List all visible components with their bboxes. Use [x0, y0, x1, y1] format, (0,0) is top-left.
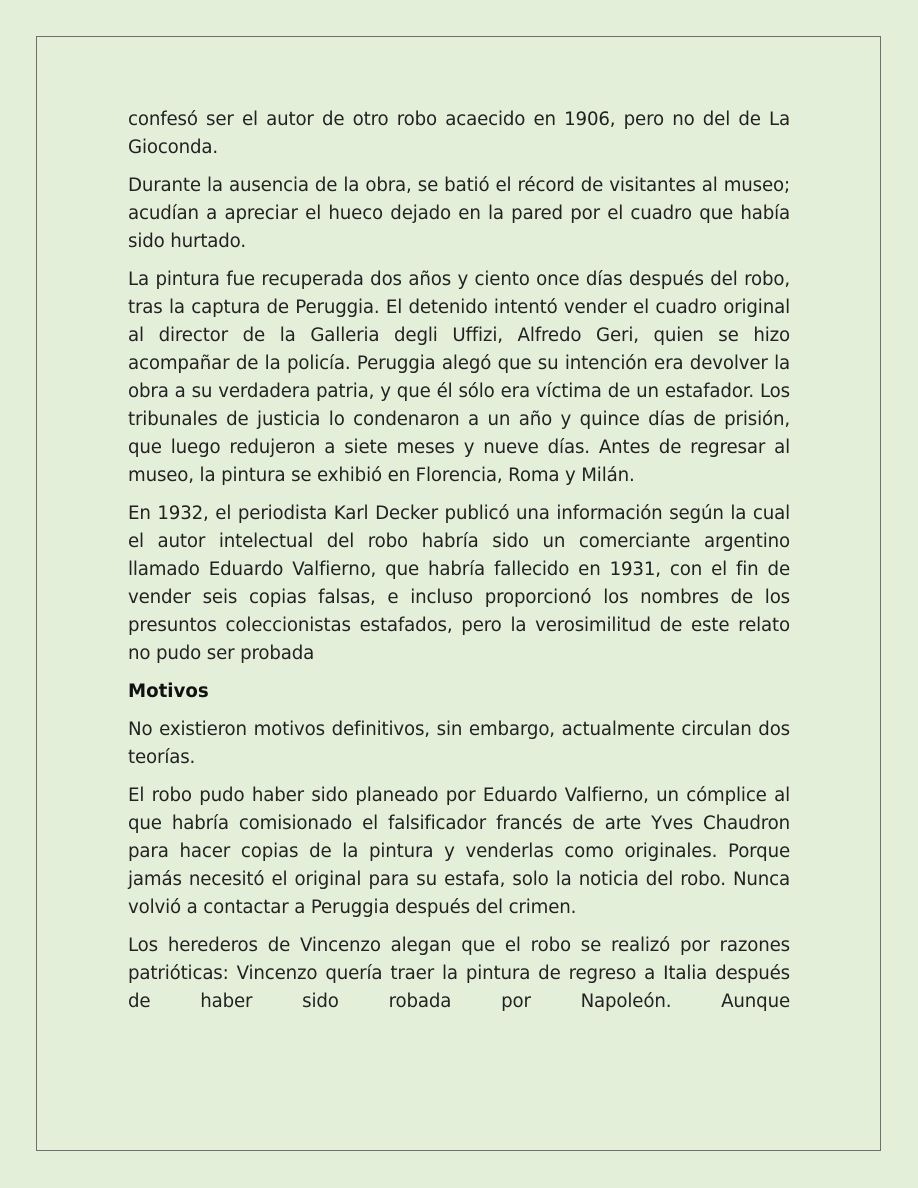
paragraph-valfierno: El robo pudo haber sido planeado por Eduardo Valfierno, un cómplice al que habría comisionado el falsificador francés de arte Yves Chaudron para hacer copias de la pintura y venderlas como originales. Porque jamás necesitó el original para su estafa, solo la noticia del robo. Nunca volvió a contactar a Peruggia después del crimen. — [128, 785, 790, 918]
section-heading-motivos: Motivos — [128, 681, 209, 702]
paragraph-decker: En 1932, el periodista Karl Decker publicó una información según la cual el autor intelectual del robo habría sido un comerciante argentino llamado Eduardo Valfierno, que habría fallecido en 1931, con el fin de vender seis copias falsas, e incluso proporcionó los nombres de los presuntos coleccionistas estafados, pero la verosimilitud de este relato no pudo ser probada — [128, 503, 790, 664]
paragraph-recovery: La pintura fue recuperada dos años y ciento once días después del robo, tras la captura de Peruggia. El detenido intentó vender el cuadro original al director de la Galleria degli Uffizi, Alfredo Geri, quien se hizo acompañar de la policía. Peruggia alegó que su intención era devolver la obra a su verdadera patria, y que él sólo era víctima de un estafador. Los tribunales de justicia lo condenaron a un año y quince días de prisión, que luego redujeron a siete meses y nueve días. Antes de regresar al museo, la pintura se exhibió en Florencia, Roma y Milán. — [128, 269, 790, 486]
paragraph-theories: No existieron motivos definitivos, sin embargo, actualmente circulan dos teorías. — [128, 719, 790, 768]
paragraph-heirs: Los herederos de Vincenzo alegan que el robo se realizó por razones patrióticas: Vincenzo quería traer la pintura de regreso a Italia después de haber sido robada por Napoleón. Aunque — [128, 935, 790, 1012]
document-body — [128, 106, 790, 1026]
paragraph-confession: confesó ser el autor de otro robo acaecido en 1906, pero no del de La Gioconda. — [128, 109, 790, 158]
paragraph-absence: Durante la ausencia de la obra, se batió el récord de visitantes al museo; acudían a apreciar el hueco dejado en la pared por el cuadro que había sido hurtado. — [128, 175, 790, 252]
